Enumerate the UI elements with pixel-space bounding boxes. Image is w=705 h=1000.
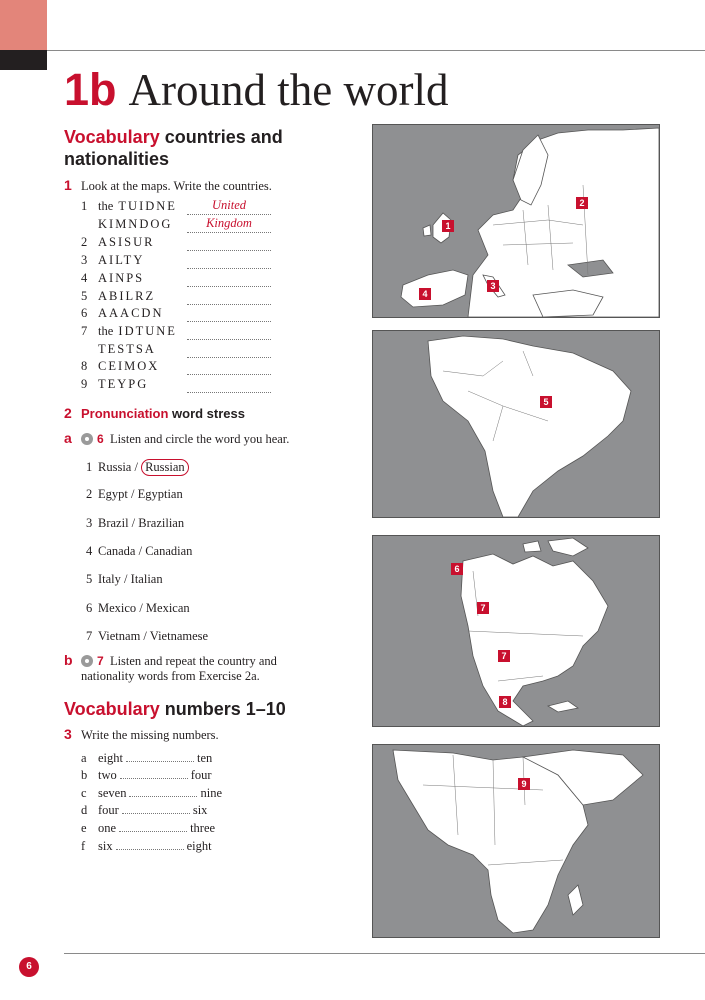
ex1-item-letters: TESTSA [98,342,156,356]
ex1-item-number: 1 [81,199,88,213]
ex2b-instruction-line1: Listen and repeat the country and [109,654,277,668]
ex2a-instruction [64,431,289,447]
ex1-item-letters: TUIDNE [118,199,177,213]
map-label: 9 [518,778,530,790]
ex2-separator: / [127,487,138,501]
section3-heading [64,698,286,720]
ex1-item [81,235,154,250]
ex2-separator: / [131,460,142,474]
page-title [64,64,448,116]
ex3-instruction-text: Write the missing numbers. [81,728,219,742]
ex2b-track: 7 [97,654,104,668]
corner-bar [0,50,47,70]
ex1-item [81,253,144,268]
section1-heading-red: Vocabulary [64,127,160,147]
ex3-last-number: nine [200,786,222,800]
ex1-item [81,324,177,339]
ex2a-track: 6 [97,432,104,446]
bottom-rule [64,953,705,954]
map-africa [372,744,660,938]
section3-heading-rest: numbers 1–10 [164,699,286,719]
ex2a-instruction-text: Listen and circle the word you hear. [109,432,290,446]
section2-heading [64,405,245,422]
ex2-item-number: 6 [86,601,93,615]
ex2-option-a[interactable]: Canada [98,544,136,558]
ex3-last-number: eight [186,839,212,853]
ex3-item-letter: b [81,768,88,782]
audio-cd-icon [81,655,93,667]
ex3-last-number: ten [197,751,213,765]
corner-tab [0,0,47,50]
ex3-answer-blank[interactable] [116,838,184,850]
ex3-item [81,820,215,836]
ex3-first-number: seven [98,786,127,800]
ex1-answer-line[interactable] [187,307,271,322]
ex2b-instruction [64,653,277,684]
ex2-option-a[interactable]: Russia [98,460,132,474]
ex3-item-letter: d [81,803,88,817]
ex3-item-letter: c [81,786,87,800]
audio-cd-icon [81,433,93,445]
ex2-item [86,487,183,502]
ex2-option-b[interactable]: Russian [141,459,189,476]
ex1-answer-line[interactable] [187,343,271,358]
map-label: 4 [419,288,431,300]
ex1-answer-line[interactable] [187,325,271,340]
ex1-answer-line[interactable] [187,236,271,251]
ex1-item-letters: TEYPG [98,377,149,391]
ex3-instruction [64,727,219,743]
top-rule [47,50,705,51]
ex2-item [86,601,190,616]
ex1-item [81,199,177,214]
ex3-item-letter: e [81,821,87,835]
ex3-number: 3 [64,726,72,742]
ex2-item [86,544,192,559]
map-south-america [372,330,660,518]
ex1-item-number: 5 [81,289,88,303]
ex1-item [81,271,144,286]
ex1-item [81,306,163,321]
ex1-item-letters: KIMNDOG [98,217,173,231]
ex1-item-letters: AINPS [98,271,145,285]
ex2-option-a[interactable]: Egypt [98,487,128,501]
ex2-option-a[interactable]: Vietnam [98,629,141,643]
ex1-item-letters: AILTY [98,253,145,267]
ex2-option-a[interactable]: Italy [98,572,121,586]
ex2a-letter: a [64,430,72,446]
ex1-item-prefix: the [98,199,117,213]
ex2-item-number: 1 [86,460,93,474]
map-label: 7 [477,602,489,614]
ex3-answer-blank[interactable] [122,802,190,814]
ex2-option-b[interactable]: Mexican [145,601,190,615]
ex1-item [81,217,172,232]
ex1-item [81,377,148,392]
map-europe [372,124,660,318]
ex2-item [86,516,184,531]
ex3-last-number: four [190,768,212,782]
ex1-item-letters: ABILRZ [98,289,156,303]
page-number: 6 [19,957,39,977]
ex2-separator: / [135,544,146,558]
ex2-number: 2 [64,405,72,421]
map-north-america [372,535,660,727]
ex3-first-number: two [98,768,117,782]
ex1-item [81,359,159,374]
ex3-item [81,838,212,854]
ex3-last-number: six [192,803,208,817]
ex1-instruction [64,178,272,194]
ex2-separator: / [120,572,131,586]
ex1-item-number: 8 [81,359,88,373]
ex1-item-letters: IDTUNE [118,324,177,338]
ex3-first-number: eight [98,751,123,765]
ex2-item [86,459,189,476]
ex2-separator: / [128,516,139,530]
ex2-item-number: 4 [86,544,93,558]
ex1-item-letters: ASISUR [98,235,155,249]
section1-heading-rest: countries and nationalities [64,127,283,169]
ex1-number: 1 [64,177,72,193]
ex3-first-number: four [98,803,119,817]
ex1-instruction-text: Look at the maps. Write the countries. [81,179,272,193]
ex3-answer-blank[interactable] [120,767,188,779]
ex1-item-number: 7 [81,324,88,338]
ex2-item-number: 5 [86,572,93,586]
ex2-item-number: 2 [86,487,93,501]
map-label: 3 [487,280,499,292]
section1-heading [64,126,344,170]
ex1-item-number: 2 [81,235,88,249]
ex1-item-letters: CEIMOX [98,359,160,373]
section2-heading-red: Pronunciation [81,406,169,421]
map-label: 2 [576,197,588,209]
ex2-separator: / [136,601,146,615]
ex2-option-b[interactable]: Vietnamese [149,629,209,643]
ex1-item [81,289,155,304]
ex1-answer-text: Kingdom [206,216,252,230]
ex2-option-b[interactable]: Canadian [145,544,193,558]
ex3-last-number: three [190,821,216,835]
ex3-item-letter: f [81,839,86,853]
map-label: 5 [540,396,552,408]
ex2-item-number: 7 [86,629,93,643]
ex3-answer-blank[interactable] [129,785,197,797]
ex2-option-b[interactable]: Egyptian [137,487,183,501]
section2-heading-rest: word stress [172,406,245,421]
ex2-separator: / [140,629,150,643]
map-label: 8 [499,696,511,708]
ex1-answer-line[interactable] [187,360,271,375]
ex1-item-number: 6 [81,306,88,320]
ex1-item-number: 4 [81,271,88,285]
unit-number: 1b [64,64,117,115]
map-label: 1 [442,220,454,232]
ex1-item [81,342,156,357]
ex1-answer-line[interactable] [187,272,271,287]
ex1-item-number: 3 [81,253,88,267]
ex1-item-prefix: the [98,324,117,338]
section3-heading-red: Vocabulary [64,699,160,719]
ex1-answer-line[interactable] [187,378,271,393]
ex3-item [81,785,222,801]
ex2b-letter: b [64,652,73,668]
ex2-option-b[interactable]: Italian [130,572,163,586]
ex1-item-number: 9 [81,377,88,391]
ex3-item [81,802,207,818]
ex3-answer-blank[interactable] [119,820,187,832]
ex3-item [81,767,212,783]
map-label: 7 [498,650,510,662]
ex2-item [86,572,163,587]
ex3-item-letter: a [81,751,87,765]
ex2b-instruction-line2: nationality words from Exercise 2a. [81,669,260,683]
ex2-item [86,629,208,644]
ex3-first-number: six [98,839,113,853]
unit-title: Around the world [128,65,449,115]
map-label: 6 [451,563,463,575]
ex2-option-b[interactable]: Brazilian [138,516,185,530]
ex3-item [81,750,212,766]
ex1-answer-text: United [211,198,247,212]
ex3-answer-blank[interactable] [126,750,194,762]
ex1-item-letters: AAACDN [98,306,164,320]
ex3-first-number: one [98,821,117,835]
ex1-answer-line[interactable] [187,254,271,269]
ex2-item-number: 3 [86,516,93,530]
ex2-option-a[interactable]: Brazil [98,516,129,530]
ex2-option-a[interactable]: Mexico [98,601,137,615]
ex1-answer-line[interactable] [187,290,271,305]
